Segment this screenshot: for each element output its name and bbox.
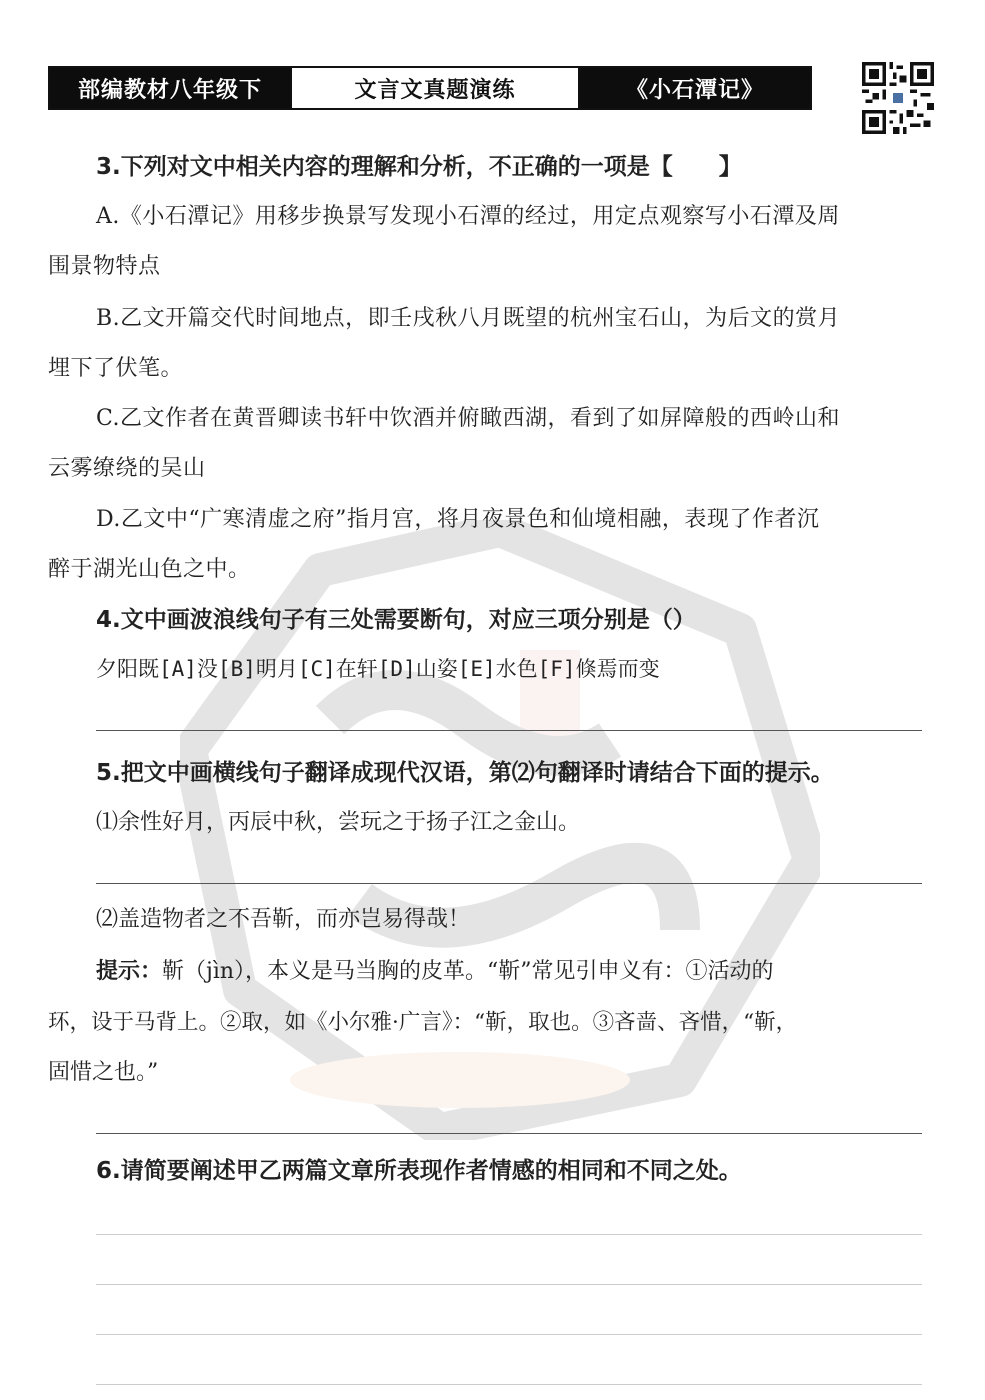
q3-option-a-line1: A.《小石潭记》用移步换景写发现小石潭的经过，用定点观察写小石潭及周 <box>96 204 840 229</box>
q4-sentence: 夕阳既[A]没[B]明月[C]在轩[D]山姿[E]水色[F]倏焉而变 <box>96 657 660 681</box>
q3-option-a-line2: 围景物特点 <box>48 254 161 279</box>
q3-option-d-line1: D.乙文中“广寒清虚之府”指月宫，将月夜景色和仙境相融，表现了作者沉 <box>96 507 820 532</box>
header-grade: 部编教材八年级下 <box>50 68 290 108</box>
header-bar <box>48 66 812 110</box>
header-section: 文言文真题演练 <box>290 68 580 108</box>
q3-option-b-line2: 埋下了伏笔。 <box>48 356 184 381</box>
question-4-stem: 4.文中画波浪线句子有三处需要断句，对应三项分别是（） <box>96 607 696 633</box>
question-3-stem: 3.下列对文中相关内容的理解和分析，不正确的一项是【 】 <box>96 154 742 180</box>
q4-answer-line[interactable] <box>96 730 922 731</box>
q5-answer-line-1[interactable] <box>96 883 922 884</box>
q5-hint-line2: 环，设于马背上。②取，如《小尔雅·广言》：“靳，取也。③吝啬、吝惜，“靳， <box>48 1010 798 1035</box>
q5-sentence-1: ⑴余性好月，丙辰中秋，尝玩之于扬子江之金山。 <box>96 810 581 835</box>
q3-option-c-line1: C.乙文作者在黄晋卿读书轩中饮酒并俯瞰西湖，看到了如屏障般的西岭山和 <box>96 406 841 431</box>
q5-hint-line1 <box>96 957 985 987</box>
q5-hint-line3: 固惜之也。” <box>48 1060 159 1085</box>
header-title: 《小石潭记》 <box>580 68 810 108</box>
hint-label: 提示： <box>96 959 163 984</box>
qr-code-icon <box>862 62 934 134</box>
q3-option-d-line2: 醉于湖光山色之中。 <box>48 557 251 582</box>
q6-answer-line-2[interactable] <box>96 1284 922 1285</box>
q3-option-b-line1: B.乙文开篇交代时间地点，即壬戌秋八月既望的杭州宝石山，为后文的赏月 <box>96 306 841 331</box>
q3-option-c-line2: 云雾缭绕的吴山 <box>48 456 206 481</box>
hint-text-1: 靳（jìn），本义是马当胸的皮革。“靳”常见引申义有：①活动的 <box>162 959 774 984</box>
q6-answer-line-3[interactable] <box>96 1334 922 1335</box>
q5-sentence-2: ⑵盖造物者之不吾靳，而亦岂易得哉！ <box>96 907 471 932</box>
question-6-stem: 6.请简要阐述甲乙两篇文章所表现作者情感的相同和不同之处。 <box>96 1158 742 1184</box>
q6-answer-line-1[interactable] <box>96 1234 922 1235</box>
q6-answer-line-4[interactable] <box>96 1384 922 1385</box>
q5-answer-line-2[interactable] <box>96 1133 922 1134</box>
question-5-stem: 5.把文中画横线句子翻译成现代汉语，第⑵句翻译时请结合下面的提示。 <box>96 760 834 786</box>
